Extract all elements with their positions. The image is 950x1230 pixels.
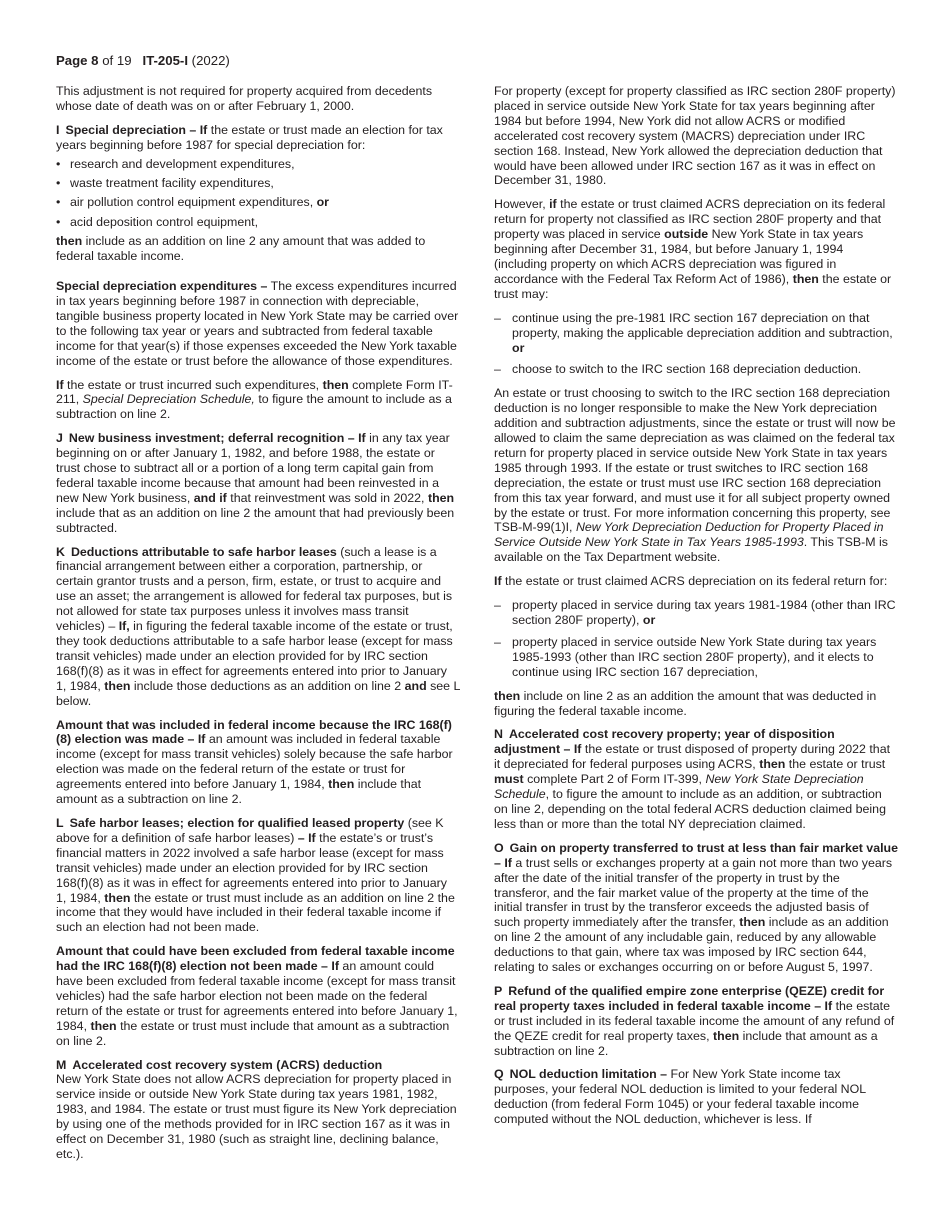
expenditure-list: [56, 157, 460, 230]
page-of: of 19: [102, 53, 132, 68]
section-k: K Deductions attributable to safe harbor leases (such a lease is a financial arrangement between either a corporation, partnership, or certain grantor trusts and a person, firm, estate, or trust to acquire and use an asset; the arrangement is allowed for federal tax purposes, but is not allowed for state tax purposes unless it involves mass transit vehicles) – If, in figuring the federal taxable income of the estate or trust, they took deductions attributable to a safe harbor lease (except for mass transit vehicles) made under an election provided for by IRC section 168(f)(8) as it was in effect for agreements entered into prior to January 1, 1984, then include those deductions as an addition on line 2 and see L below.: [56, 544, 460, 708]
section-m: M Accelerated cost recovery system (ACRS) deduction New York State does not allow ACRS depreciation for property placed in service inside or outside New York State during tax years 1981, 1982, 1983, and 1984. The estate or trust must figure its New York depreciation by using one of the methods provided for in IRC section 167 as it was in effect on December 31, 1980 (such as straight line, declining balance, etc.).: [56, 1057, 457, 1161]
section-text: the estate or trust made an election for tax years beginning before 1987 for special depreciation for:: [56, 122, 443, 152]
list-item: – choose to switch to the IRC section 168 depreciation deduction.: [494, 362, 898, 377]
switch-paragraph: An estate or trust choosing to switch to the IRC section 168 depreciation deduction is no longer responsible to make the New York depreciation addition and subtraction adjustments, since the estate or trust will now be allowed to claim the same depreciation as was claimed on the federal tax return for property placed in service outside New York State in tax years 1985 through 1993. If the estate or trust switches to IRC section 168 depreciation, the estate or trust must use IRC section 168 depreciation from this tax year forward, and must use it for all subject property owned by the estate or trust. For more information concerning this property, see TSB-M-99(1)I, New York Depreciation Deduction for Property Placed in Service Outside New York State in Tax Years 1985-1993. This TSB-M is available on the Tax Department website.: [494, 386, 896, 565]
section-q: Q NOL deduction limitation – For New York State income tax purposes, your federal NOL deduction is limited to your federal NOL deduction (from federal Form 1045) or your federal taxable income computed without the NOL deduction, whichever is less. If: [494, 1067, 866, 1127]
list-item: – property placed in service outside New York State during tax years 1985-1993 (other than IRC section 280F property), and it elects to continue using IRC section 167 depreciation,: [494, 635, 898, 680]
section-letter: I: [56, 122, 60, 137]
list-item: • waste treatment facility expenditures,: [56, 176, 460, 191]
option-list: [494, 311, 898, 378]
acrs-if-paragraph: If the estate or trust claimed ACRS depreciation on its federal return for:: [494, 574, 888, 589]
form-number: IT-205-I: [142, 53, 188, 68]
list-item: • acid deposition control equipment,: [56, 215, 460, 230]
page-header: [56, 53, 230, 68]
acrs-then-paragraph: then include on line 2 as an addition the amount that was deducted in figuring the federal taxable income.: [494, 688, 877, 718]
however-paragraph: However, if the estate or trust claimed ACRS depreciation on its federal return for property not classified as IRC section 280F property and that property was placed in service outside New York State in tax years beginning after December 31, 1984, but before January 1, 1994 (including property on which ACRS depreciation was figured in accordance with the Federal Tax Reform Act of 1986), then the estate or trust may:: [494, 197, 892, 301]
section-j: J New business investment; deferral recognition – If in any tax year beginning on or after January 1, 1982, and before 1988, the estate or trust chose to subtract all or a portion of a long term capital gain from federal taxable income because that amount had been reinvested in a new New York business, and if that reinvestment was sold in 2022, then include that as an addition on line 2 the amount that had previously been subtracted.: [56, 431, 455, 535]
list-item: – property placed in service during tax years 1981-1984 (other than IRC section 280F property), or: [494, 598, 898, 628]
property-list: [494, 598, 898, 680]
amount-included-paragraph: Amount that was included in federal income because the IRC 168(f)(8) election was made – If an amount was included in federal taxable income (except for mass transit vehicles) solely because the safe harbor election was made on the federal return of the estate or trust for agreements entered into before January 1, 1984, then include that amount as a subtraction on line 2.: [56, 717, 453, 807]
list-item: • air pollution control equipment expenditures, or: [56, 195, 460, 210]
property-outside-ny: For property (except for property classified as IRC section 280F property) placed in service outside New York State for tax years beginning after 1984 but before 1994, New York did not allow ACRS or modified accelerated cost recovery system (MACRS) depreciation under IRC section 168. Instead, New York allowed the depreciation deduction that would have been allowed under IRC section 167 as it was in effect on December 31, 1980.: [494, 84, 896, 188]
special-depreciation-expenditures: Special depreciation expenditures – The excess expenditures incurred in tax years beginning before 1987 in connection with depreciable, tangible business property located in New York State may be carried over to the following tax year or years and subtracted from federal taxable income for that year(s) if those expenses exceeded the New York taxable income of the estate or trust before the allowance of those expenditures.: [56, 279, 459, 368]
list-item: • research and development expenditures,: [56, 157, 460, 172]
section-p: P Refund of the qualified empire zone enterprise (QEZE) credit for real property taxes included in federal taxable income – If the estate or trust included in its federal taxable income the amount of any refund of the QEZE credit for real property taxes, then include that amount as a subtraction on line 2.: [494, 983, 895, 1058]
left-column: [56, 84, 460, 1171]
section-n: N Accelerated cost recovery property; year of disposition adjustment – If the estate or trust disposed of property during 2022 that it depreciated for federal purposes using ACRS, then the estate or trust must complete Part 2 of Form IT-399, New York State Depreciation Schedule, to figure the amount to include as an addition, or subtraction on line 2, depending on the total federal ACRS deduction claimed being less than or more than the total NY depreciation claimed.: [494, 727, 891, 831]
expenditures-if-paragraph: If the estate or trust incurred such expenditures, then complete Form IT-211, Special Depreciation Schedule, to figure the amount to include as a subtraction on line 2.: [56, 377, 453, 422]
section-l: L Safe harbor leases; election for qualified leased property (see K above for a definition of safe harbor leases) – If the estate’s or trust’s financial matters in 2022 involved a safe harbor lease (except for mass transit vehicles) made under an election provided for by IRC section 168(f)(8) as it was in effect for agreements entered into prior to January 1, 1984, then the estate or trust must include as an addition on line 2 the income that they would have included in their federal taxable income if such an election had not been made.: [56, 815, 455, 935]
section-i-then: then include as an addition on line 2 any amount that was added to federal taxable income.: [56, 234, 426, 264]
decedent-note: This adjustment is not required for property acquired from decedents whose date of death was on or after February 1, 2000.: [56, 84, 433, 113]
amount-excluded-paragraph: Amount that could have been excluded from federal taxable income had the IRC 168(f)(8) election not been made – If an amount could have been excluded from federal taxable income (except for mass transit vehicles) had the safe harbor election not been made on the federal return of the estate or trust for agreements entered into before January 1, 1984, then the estate or trust must include that amount as a subtraction on line 2.: [56, 944, 458, 1048]
list-item: – continue using the pre-1981 IRC section 167 depreciation on that property, making the applicable depreciation addition and subtraction, or: [494, 311, 898, 356]
section-i-intro: [56, 123, 460, 153]
right-column: [494, 84, 898, 1136]
section-heading: Special depreciation – If: [65, 122, 208, 137]
section-o: O Gain on property transferred to trust at less than fair market value – If a trust sells or exchanges property at a gain not more than two years after the date of the initial transfer of the property in trust by the transferor, and the fair market value of the property at the time of the initial transfer in trust by the transferor exceeds the adjusted basis of such property immediately after the transfer, then include as an addition on line 2 the amount of any includable gain, reduced by any allowable deductions to that gain, where tax was imposed by IRC section 644, relating to sales or exchanges occurring on or before August 5, 1997.: [494, 840, 898, 975]
page-label: Page 8: [56, 53, 99, 68]
form-year: (2022): [191, 53, 230, 68]
